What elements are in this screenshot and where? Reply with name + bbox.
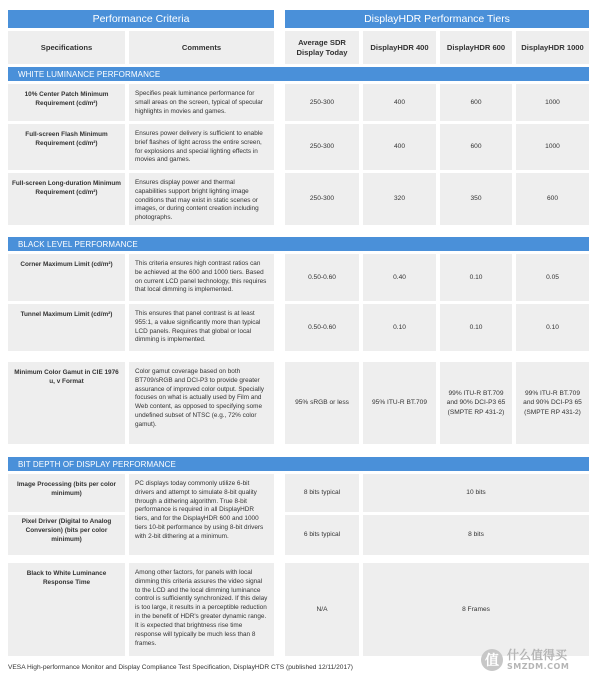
value-corner-400: 0.40 (363, 254, 436, 301)
spec-tunnel-maximum: Tunnel Maximum Limit (cd/m²) (8, 304, 125, 351)
value-flash-600: 600 (440, 124, 512, 170)
watermark-domain: SMZDM.COM (507, 662, 570, 672)
col-header-hdr600: DisplayHDR 600 (440, 31, 512, 64)
value-gamut-600: 99% ITU-R BT.709 and 90% DCI-P3 65 (SMPTE RP 431-2) (440, 362, 512, 444)
value-center-patch-1000: 1000 (516, 84, 589, 121)
value-corner-sdr: 0.50-0.60 (285, 254, 359, 301)
spec-response-time: Black to White Luminance Response Time (8, 563, 125, 656)
spec-pixel-driver: Pixel Driver (Digital to Analog Conversion) (bits per color minimum) (8, 515, 125, 555)
watermark-logo-icon: 值 (481, 649, 503, 671)
value-response-hdr: 8 Frames (363, 563, 589, 656)
value-flash-1000: 1000 (516, 124, 589, 170)
col-header-specifications: Specifications (8, 31, 125, 64)
value-response-sdr: N/A (285, 563, 359, 656)
section-black-level: BLACK LEVEL PERFORMANCE (8, 237, 589, 251)
value-tunnel-1000: 0.10 (516, 304, 589, 351)
spec-center-patch: 10% Center Patch Minimum Requirement (cd/m²) (8, 84, 125, 121)
value-gamut-sdr: 95% sRGB or less (285, 362, 359, 444)
value-flash-400: 400 (363, 124, 436, 170)
value-corner-600: 0.10 (440, 254, 512, 301)
comment-tunnel-maximum: This ensures that panel contrast is at least 955:1, a value significantly more than typical LCD panels. Requires that global or local dimming is implemented. (129, 304, 274, 351)
value-tunnel-600: 0.10 (440, 304, 512, 351)
value-center-patch-400: 400 (363, 84, 436, 121)
value-pixel-driver-hdr: 8 bits (363, 515, 589, 555)
spec-image-processing: Image Processing (bits per color minimum) (8, 474, 125, 512)
col-header-hdr1000: DisplayHDR 1000 (516, 31, 589, 64)
value-long-duration-400: 320 (363, 173, 436, 225)
footer-source: VESA High-performance Monitor and Display Compliance Test Specification, DisplayHDR CTS (published 12/11/2017) (8, 664, 353, 671)
col-header-hdr400: DisplayHDR 400 (363, 31, 436, 64)
spec-full-screen-flash: Full-screen Flash Minimum Requirement (cd/m²) (8, 124, 125, 170)
comment-center-patch: Specifies peak luminance performance for small areas on the screen, typical of specular highlights in movies and games. (129, 84, 274, 121)
spec-corner-maximum: Corner Maximum Limit (cd/m²) (8, 254, 125, 301)
value-long-duration-600: 350 (440, 173, 512, 225)
value-tunnel-sdr: 0.50-0.60 (285, 304, 359, 351)
spec-color-gamut: Minimum Color Gamut in CIE 1976 u, v Format (8, 362, 125, 444)
section-bit-depth: BIT DEPTH OF DISPLAY PERFORMANCE (8, 457, 589, 471)
performance-tiers-band: DisplayHDR Performance Tiers (285, 10, 589, 28)
value-center-patch-sdr: 250-300 (285, 84, 359, 121)
value-gamut-400: 95% ITU-R BT.709 (363, 362, 436, 444)
col-header-comments: Comments (129, 31, 274, 64)
comment-color-gamut: Color gamut coverage based on both BT709/sRGB and DCI-P3 to provide greater assurance of improved color output. Specially focuses on what is actually used by Film and Web content, as opposed to specifying some undefined subset of NTSC (e.g., 72% color gamut). (129, 362, 274, 444)
spec-long-duration: Full-screen Long-duration Minimum Requirement (cd/m²) (8, 173, 125, 225)
value-tunnel-400: 0.10 (363, 304, 436, 351)
watermark-text: 什么值得买 (507, 647, 568, 662)
value-flash-sdr: 250-300 (285, 124, 359, 170)
comment-long-duration: Ensures display power and thermal capabilities support bright lighting image conditions that may exist in static scenes or images, or during content creation including photographs. (129, 173, 274, 225)
value-image-processing-hdr: 10 bits (363, 474, 589, 512)
value-corner-1000: 0.05 (516, 254, 589, 301)
value-image-processing-sdr: 8 bits typical (285, 474, 359, 512)
watermark (481, 640, 596, 680)
section-white-luminance: WHITE LUMINANCE PERFORMANCE (8, 67, 589, 81)
value-long-duration-1000: 600 (516, 173, 589, 225)
comment-full-screen-flash: Ensures power delivery is sufficient to enable brief flashes of light across the entire screen, for explosions and special lighting effects in movies and games. (129, 124, 274, 170)
value-long-duration-sdr: 250-300 (285, 173, 359, 225)
comment-bit-depth: PC displays today commonly utilize 6-bit drivers and attempt to simulate 8-bit quality through a dithering algorithm. True 8-bit performance is required in all DisplayHDR tiers, and for the DisplayHDR 600 and 1000 tiers 10-bit performance by using 8-bit drivers with 2-bit dithering at a minimum. (129, 474, 274, 555)
value-gamut-1000: 99% ITU-R BT.709 and 90% DCI-P3 65 (SMPTE RP 431-2) (516, 362, 589, 444)
performance-criteria-band: Performance Criteria (8, 10, 274, 28)
col-header-sdr: Average SDR Display Today (285, 31, 359, 64)
value-pixel-driver-sdr: 6 bits typical (285, 515, 359, 555)
comment-response-time: Among other factors, for panels with local dimming this criteria assures the video signal to the LCD and the local dimming luminance control is sufficiently synchronized. If this delay is too large, it results in a perceptible reduction in the benefit of HDR's greater dynamic range. It is expected that brightness rise time response will typically be much less than 8 frames. (129, 563, 274, 656)
comment-corner-maximum: This criteria ensures high contrast ratios can be achieved at the 600 and 1000 tiers. Based on current LCD panel technology, this requires that local dimming is implemented. (129, 254, 274, 301)
value-center-patch-600: 600 (440, 84, 512, 121)
